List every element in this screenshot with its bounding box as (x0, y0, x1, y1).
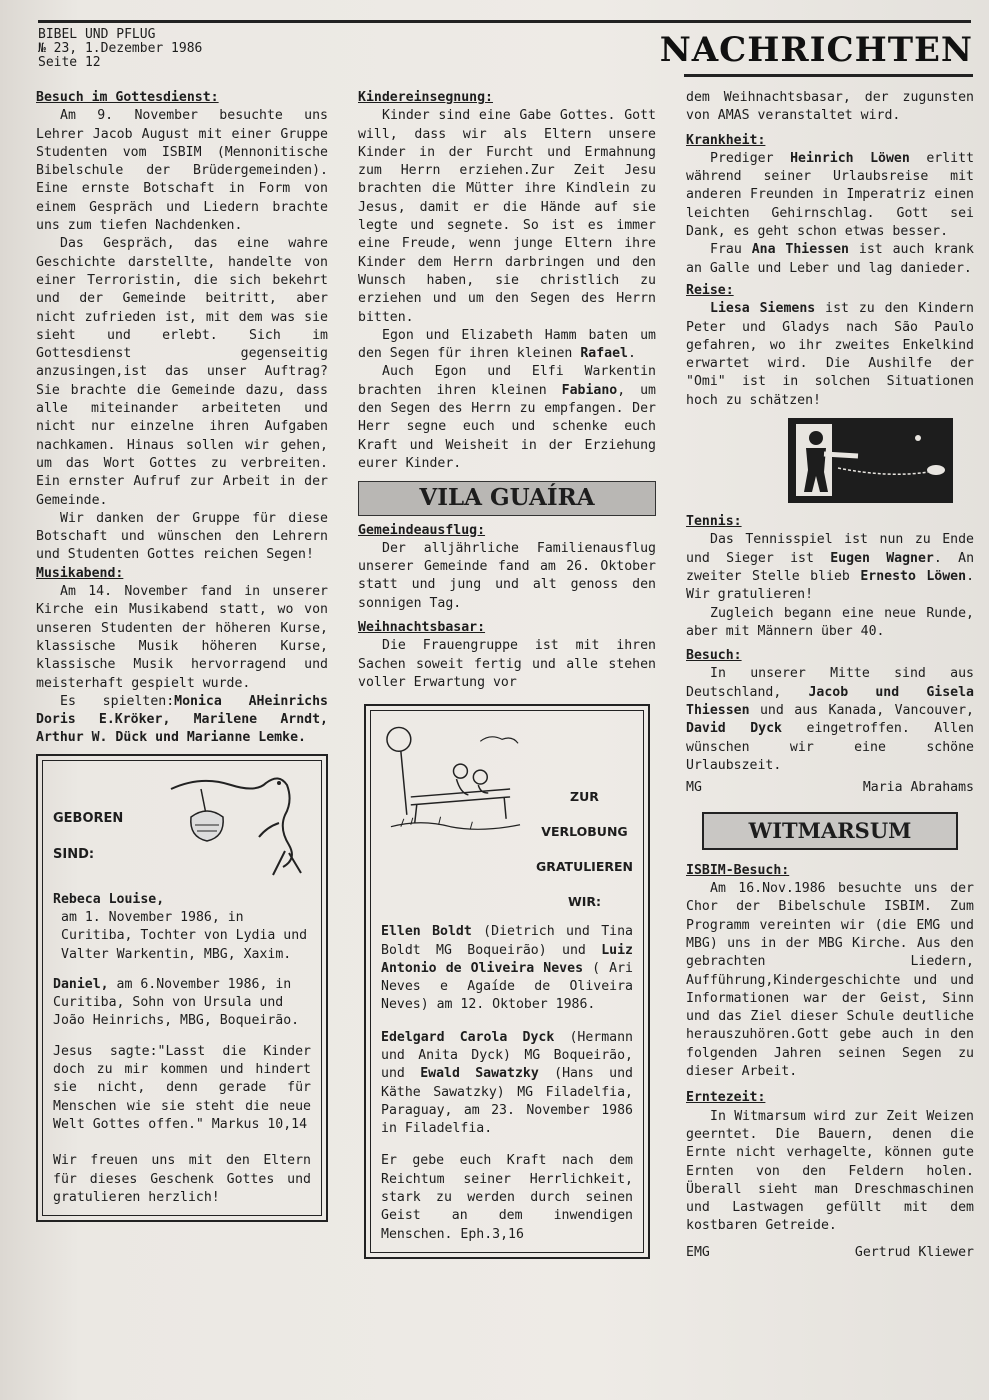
name: Luiz Antonio de Oliveira Neves (381, 942, 633, 976)
paragraph: In Witmarsum wird zur Zeit Weizen geerntet. Die Bauern, denen die Ernte nicht verhagelte, können gute Ernten von den Feldern holen. Überall sieht man Dreschmaschinen und Lastwagen gefüllt mit dem kostbaren Getreide. (686, 1108, 974, 1234)
paragraph (686, 300, 974, 410)
text: ist zu den Kindern Peter und Gladys nach São Paulo gefahren, wo ihr zweites Enkelkind erwartet wird. Die Aushilfe der "Omi" ist in solchen Situationen hoch zu schätzen! (686, 301, 974, 408)
paragraph: dem Weihnachtsbasar, der zugunsten von AMAS veranstaltet wird. (686, 90, 974, 124)
text: (Dietrich und Tina Boldt MG Boqueirão) und (381, 924, 633, 958)
paragraph: Die Frauengruppe ist mit ihren Sachen soweit fertig und alle stehen voller Erwartung vor (358, 638, 656, 690)
heading-besuch: Besuch: (686, 648, 742, 664)
birth-1-name: Rebeca Louise, (53, 891, 165, 907)
heading-isbim-besuch: ISBIM-Besuch: (686, 862, 790, 878)
birth-2-name: Daniel, (53, 976, 109, 992)
heading-erntezeit: Erntezeit: (686, 1090, 766, 1106)
text: In unserer Mitte sind aus Deutschland, (686, 666, 974, 700)
text: erlitt während seiner Urlaubsreise mit anderen Freunden in Imperatriz einen leichten Gehirnschlag. Gott sei Dank, es geht schon etwas besser. (686, 150, 975, 240)
congratulation: Wir freuen uns mit den Eltern für dieses Geschenk Gottes und gratulieren herzlich! (53, 1153, 311, 1205)
text: . An zweiter Stelle blieb (686, 550, 975, 584)
child-name: Rafael (580, 346, 628, 362)
text: Prediger (710, 150, 791, 166)
birth-announcement-box (36, 754, 328, 1222)
masthead (38, 28, 202, 70)
text: (Hans und Käthe Sawatzky) MG Filadelfia, Paraguay, am 23. November 1986 in Filadelfia. (381, 1066, 633, 1137)
paragraph (358, 327, 656, 364)
signature-congregation: EMG (686, 1244, 710, 1260)
geboren-label: GEBOREN (53, 810, 124, 826)
heading-kindereinsegnung: Kindereinsegnung: (358, 90, 493, 105)
name: Ernesto Löwen (860, 568, 967, 584)
heading-besuch-gottesdienst: Besuch im Gottesdienst: (36, 90, 219, 105)
heading-reise: Reise: (686, 282, 734, 298)
bible-quote: Jesus sagte:"Lasst die Kinder doch zu mir kommen und hindert sie nicht, denn gerade für Menschen wie sie steht die neue Welt Gottes offen." Markus 10,14 (53, 1043, 311, 1132)
text: Auch Egon und Elfi Warkentin brachten ihren kleinen (358, 364, 656, 398)
heading-krankheit: Krankheit: (686, 132, 766, 148)
verlobung-label-1: ZUR (570, 789, 599, 805)
name: Liesa Siemens (710, 301, 816, 317)
name: Heinrich Löwen (790, 150, 910, 166)
paragraph: Das Gespräch, das eine wahre Geschichte darstellte, handelte von einer Terroristin, die sich bekehrt und der Gemeinde beitritt, aber nicht zufrieden ist, mit dem was sie sieht und erlebt. Sich im Gottesdienst gegenseitig anzusingen,ist das unser Auftrag? Sie brachte die Gemeinde dazu, dass alle miteinander arbeiteten und nicht nur einzelne ihren Aufgaben nachkamen. Hinaus sollen wir gehen, um das Wort Gottes zu verbreiten. Ein ernster Aufruf zur Arbeit in der Gemeinde. (36, 236, 328, 508)
text: (Hermann und Anita Dyck) MG Boqueirão, und (381, 1029, 633, 1082)
couple-2 (381, 1029, 633, 1139)
heading-gemeindeausflug: Gemeindeausflug: (358, 522, 486, 538)
text: . Wir gratulieren! (686, 568, 975, 603)
paragraph-performers (36, 693, 328, 748)
birth-announcement-inner (42, 760, 322, 1216)
paragraph: Zugleich begann eine neue Runde, aber mit Männern über 40. (686, 605, 974, 639)
banner-vila-guaira: VILA GUAÍRA (358, 481, 656, 515)
name: Ana Thiessen (751, 242, 849, 258)
text: . (627, 346, 636, 362)
tennis-pictogram (788, 418, 953, 503)
top-rule (38, 20, 971, 23)
verlobung-label-3: GRATULIEREN (535, 859, 633, 875)
child-name: Fabiano (561, 382, 618, 398)
birth-1-text: am 1. November 1986, in Curitiba, Tochter von Lydia und Valter Warkentin, MBG, Xaxim. (61, 909, 308, 962)
birth-2-text: am 6.November 1986, in Curitiba, Sohn von Ursula und João Heinrichs, MBG, Boqueirão. (53, 976, 300, 1029)
name: Eugen Wagner (830, 550, 934, 566)
paragraph: Der alljährliche Familienausflug unserer Gemeinde fand am 26. Oktober statt und jung und alt genoss den sonnigen Tag. (358, 540, 656, 611)
couple-bench-illustration (381, 719, 530, 859)
paragraph: Am 14. November fand in unserer Kirche ein Musikabend statt, wo von unseren Studenten der höheren Kurse, klassische Musik höheren Kurse, klassische Musik hervorragend und meisterhaft gespielt wurde. (36, 584, 328, 691)
text: ist auch krank an Galle und Leber und lag danieder. (686, 242, 974, 276)
verlobung-label-4: WIR: (567, 894, 602, 910)
engagement-inner (370, 710, 644, 1253)
performers-names: Monica AHeinrichs Doris E.Kröker, Marilene Arndt, Arthur W. Dück und Marianne Lemke. (36, 693, 328, 746)
signature-author: Maria Abrahams (862, 780, 974, 796)
heading-weihnachtsbasar: Weihnachtsbasar: (358, 620, 486, 636)
section-title: NACHRICHTEN (659, 30, 973, 70)
paragraph (686, 150, 974, 241)
paragraph: Am 9. November besuchte uns Lehrer Jacob August mit einer Gruppe Studenten vom ISBIM (Mennonitische Bibelschule der Brüdergemeinden). Eine ernste Botschaft in Form von einem Gespräch und Liedern brachte uns zum tiefen Nachdenken. (36, 108, 328, 234)
signature-author: Gertrud Kliewer (854, 1244, 974, 1260)
banner-witmarsum: WITMARSUM (702, 812, 958, 850)
text: , um den Segen des Herrn zu empfangen. Der Herr segne euch und schenke euch Kraft und Weisheit in der Erziehung eurer Kinder. (358, 382, 656, 471)
couple-1 (381, 923, 633, 1014)
name: Jacob und Gisela Thiessen (686, 684, 974, 719)
text: eingetroffen. Allen wünschen wir eine schöne Urlaubszeit. (686, 721, 974, 773)
name: Ellen Boldt (381, 924, 472, 940)
paragraph: Kinder sind eine Gabe Gottes. Gott will, dass wir als Eltern unsere Kinder in der Furcht und Ermahnung zum Herrn erziehen.Zur Zeit Jesu brachten die Mütter ihre Kindlein zu Jesus, damit er die Hände auf sie legte und segnete. So ist es immer eine Freude, wenn junge Eltern ihre Kinder dem Herrn darbringen und den Wunsch haben, sie christlich zu erziehen und um den Segen des Herrn bitten. (358, 108, 656, 325)
text: Frau (710, 242, 752, 258)
text: ( Ari Neves e Agaíde de Oliveira Neves) am 12. Oktober 1986. (381, 960, 633, 1013)
stork-illustration (161, 771, 311, 881)
paragraph: Wir danken der Gruppe für diese Botschaft und wünschen den Lehrern und Studenten Gottes reichen Segen! (36, 510, 328, 563)
performers-intro: Es spielten: (60, 693, 175, 709)
paragraph (686, 241, 974, 278)
heading-tennis: Tennis: (686, 514, 742, 530)
text: Egon und Elizabeth Hamm baten um den Segen für ihren kleinen (358, 327, 656, 362)
column-2 (358, 89, 656, 1259)
name: David Dyck (686, 721, 782, 737)
engagement-box (364, 704, 650, 1259)
sind-label: SIND: (53, 846, 95, 862)
paragraph (358, 363, 656, 473)
heading-musikabend: Musikabend: (36, 565, 124, 581)
verlobung-label-2: VERLOBUNG (541, 824, 628, 840)
section-rule (684, 74, 973, 77)
column-1 (36, 89, 328, 1222)
paragraph (686, 665, 974, 775)
issue-number: № 23, 1.Dezember 1986 (38, 41, 203, 56)
column-3 (686, 89, 974, 1262)
blessing-verse: Er gebe euch Kraft nach dem Reichtum seiner Herrlichkeit, stark zu werden durch seinen Geist an dem inwendigen Menschen. Eph.3,16 (381, 1153, 633, 1242)
publication-name: BIBEL UND PFLUG (38, 27, 156, 42)
paragraph: Am 16.Nov.1986 besuchte uns der Chor der Bibelschule ISBIM. Zum Programm vereinten wir (die EMG und MBG) uns in der MBG Kirche. Aus den gebrachten Liedern, Aufführung,Kindergeschichte und und Informationen war der Geist, Sinn und das Ziel dieser Schule deutliche herauszuhören.Gott gebe auch in den folgenden Jahren seinen Segen zu dieser Arbeit. (686, 881, 974, 1080)
name: Edelgard Carola Dyck (381, 1029, 555, 1045)
signature-congregation: MG (686, 780, 702, 796)
name: Ewald Sawatzky (420, 1066, 539, 1082)
signature-row (686, 779, 974, 797)
text: Das Tennisspiel ist nun zu Ende und Sieger ist (686, 532, 974, 566)
paragraph (686, 531, 974, 604)
text: und aus Kanada, Vancouver, (749, 703, 974, 719)
page-number: Seite 12 (38, 55, 101, 70)
signature-row (686, 1244, 974, 1262)
